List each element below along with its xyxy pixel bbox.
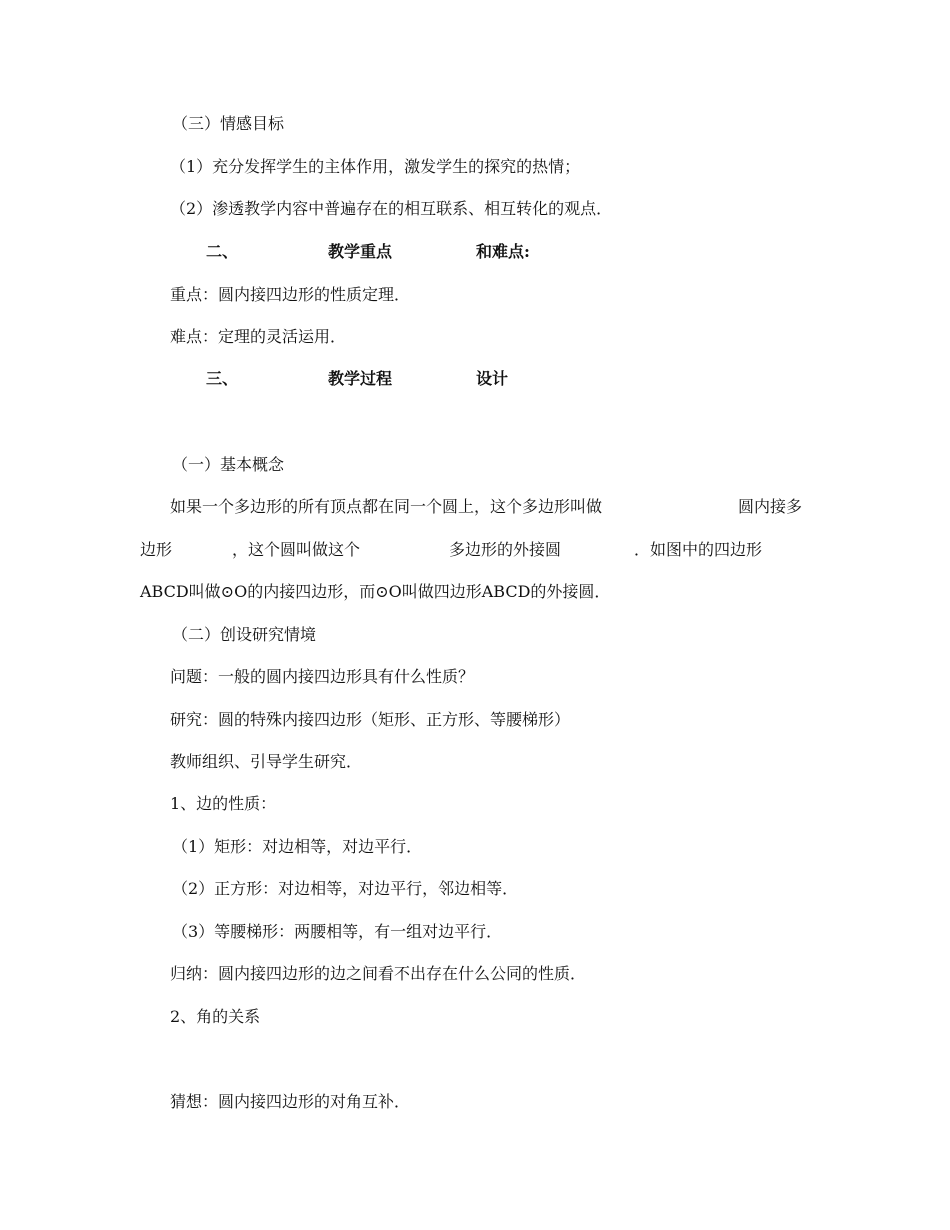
difficult-point: 难点：定理的灵活运用．	[170, 327, 347, 346]
side-properties-heading: 1、边的性质：	[170, 794, 277, 813]
affective-goal-item-1: （1）充分发挥学生的主体作用，激发学生的探究的热情；	[170, 157, 581, 176]
section-2-number: 二、	[206, 242, 239, 261]
section-2-title-part2: 和难点:	[476, 242, 530, 261]
concept-line-2b: ，这个圆叫做这个	[232, 540, 361, 559]
section-2-title-part1: 教学重点	[328, 242, 393, 261]
side-property-isosceles-trapezoid: （3）等腰梯形：两腰相等，有一组对边平行．	[172, 922, 503, 941]
side-property-square: （2）正方形：对边相等，对边平行，邻边相等．	[172, 879, 519, 898]
affective-goal-item-2: （2）渗透教学内容中普遍存在的相互联系、相互转化的观点．	[170, 199, 613, 218]
research-guide: 教师组织、引导学生研究．	[170, 752, 363, 771]
angle-relation-heading: 2、角的关系	[170, 1007, 261, 1026]
concept-line-1a: 如果一个多边形的所有顶点都在同一个圆上，这个多边形叫做	[170, 497, 603, 516]
concept-line-2a: 边形	[140, 540, 173, 559]
concept-line-1b: 圆内接多	[738, 497, 803, 516]
key-point: 重点：圆内接四边形的性质定理．	[170, 285, 411, 304]
concept-line-2d: ．如图中的四边形	[634, 540, 763, 559]
side-properties-summary: 归纳：圆内接四边形的边之间看不出存在什么公同的性质．	[170, 964, 587, 983]
affective-goals-heading: （三）情感目标	[172, 114, 285, 133]
section-3-number: 三、	[206, 369, 239, 388]
concept-line-3: ABCD叫做⊙O的内接四边形，而⊙O叫做四边形ABCD的外接圆．	[140, 582, 611, 601]
research-study: 研究：圆的特殊内接四边形（矩形、正方形、等腰梯形）	[170, 710, 571, 729]
research-question: 问题：一般的圆内接四边形具有什么性质？	[170, 667, 475, 686]
basic-concept-heading: （一）基本概念	[172, 455, 285, 474]
concept-line-2c: 多边形的外接圆	[449, 540, 562, 559]
section-3-title-part1: 教学过程	[328, 369, 393, 388]
research-heading: （二）创设研究情境	[172, 625, 317, 644]
section-3-title-part2: 设计	[476, 369, 509, 388]
side-property-rectangle: （1）矩形：对边相等，对边平行．	[172, 837, 423, 856]
conjecture: 猜想：圆内接四边形的对角互补．	[170, 1092, 411, 1111]
